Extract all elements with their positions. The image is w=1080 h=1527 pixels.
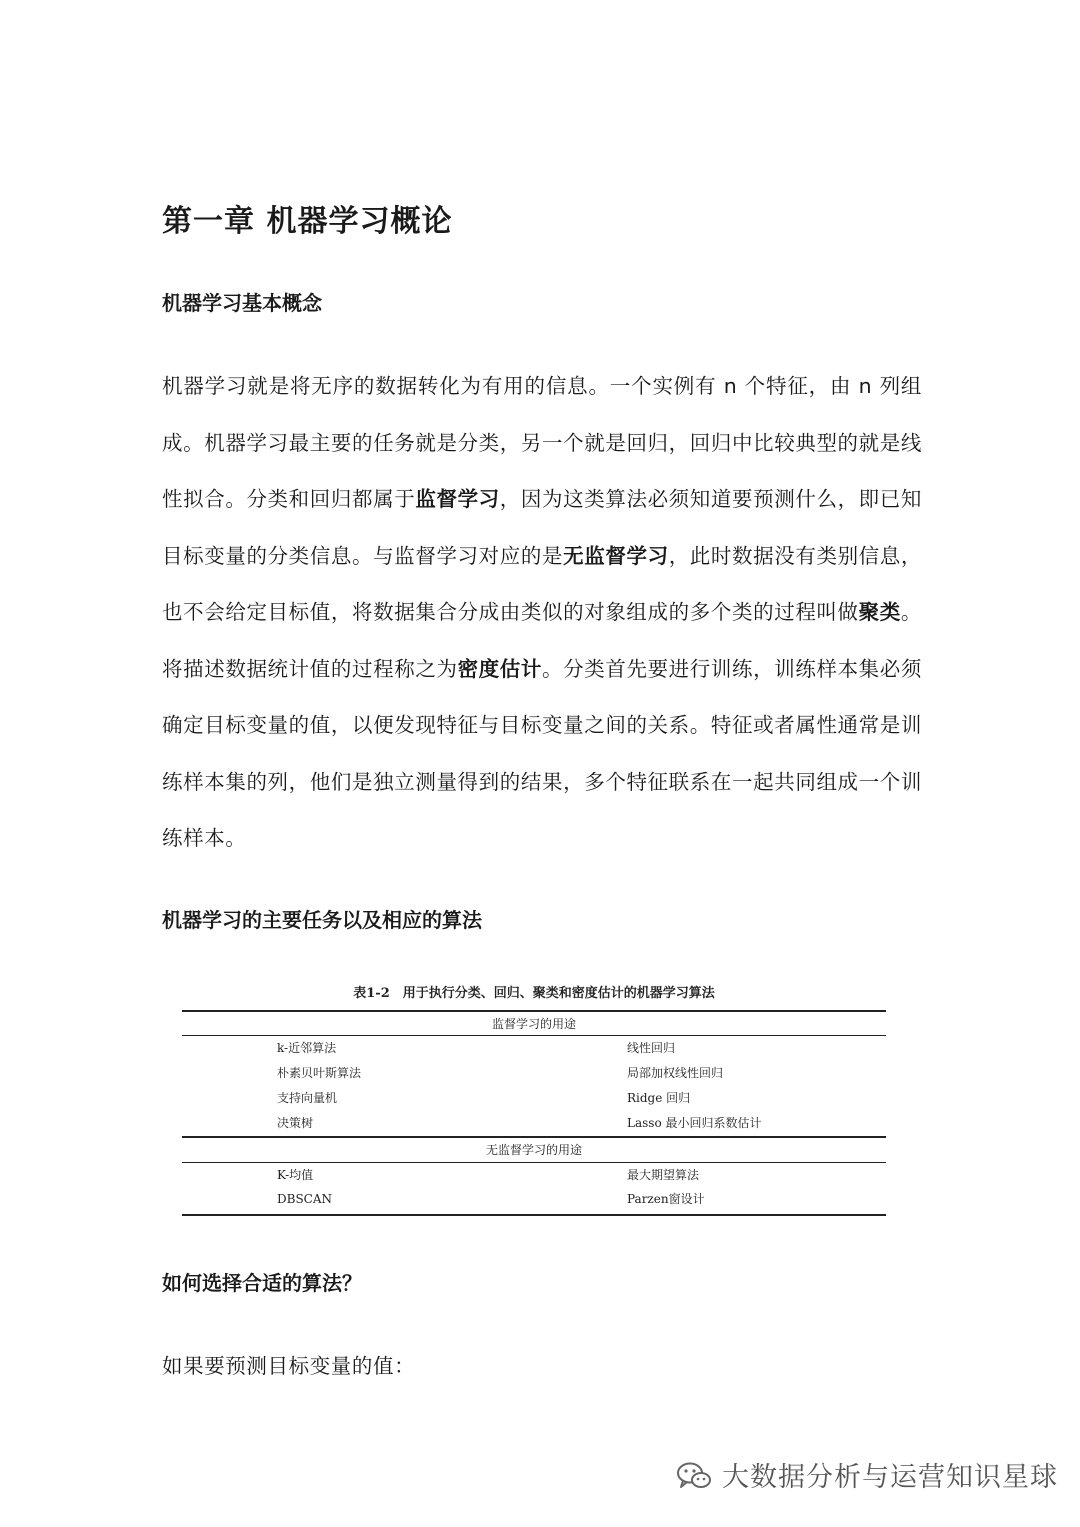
bold-term-supervised: 监督学习 [415,487,500,511]
table-cell: Ridge 回归 [627,1091,691,1105]
bold-term-clustering: 聚类 [858,600,901,624]
table-cell: DBSCAN [277,1192,333,1206]
table-cell: 支持向量机 [277,1091,338,1105]
text-run: 。将描述数据统计值的过程称之为 [162,600,922,681]
supervised-group-header: 监督学习的用途 [491,1017,576,1031]
table-cell: K-均值 [277,1168,314,1182]
text-run: ，此时数据没有类别信息，也不会给定目标值，将数据集合分成由类似的对象组成的多个类的过程叫做 [162,543,923,624]
bold-term-density-estimation: 密度估计 [457,656,543,681]
table-cell: 局部加权线性回归 [627,1066,724,1080]
table-cell: Parzen窗设计 [627,1192,705,1206]
table-header-rule [182,1035,886,1036]
text-run: 机器学习就是将无序的数据转化为有用的信息。一个实例有 n 个特征，由 n 列组成。机器学习最主要的任务就是分类，另一个就是回归，回归中比较典型的就是线性拟合。分类和回归都属于 [162,374,922,511]
table-caption: 表1-2 用于执行分类、回归、聚类和密度估计的机器学习算法 [353,986,715,1001]
table-cell: 朴素贝叶斯算法 [277,1066,362,1080]
body-paragraph [162,358,922,867]
wechat-icon [676,1461,712,1495]
table-mid-rule [182,1136,886,1138]
table-header-rule [182,1162,886,1163]
table-bottom-rule [182,1214,886,1216]
table-cell: 线性回归 [627,1041,676,1055]
text-run: 。分类首先要进行训练，训练样本集必须确定目标变量的值，以便发现特征与目标变量之间的关系。特征或者属性通常是训练样本集的列，他们是独立测量得到的结果，多个特征联系在一起共同组成一个训练样本。 [162,656,922,850]
chapter-title: 第一章 机器学习概论 [162,204,453,239]
unsupervised-group-header: 无监督学习的用途 [485,1143,582,1157]
text-run: ，因为这类算法必须知道要预测什么，即已知目标变量的分类信息。与监督学习对应的是 [162,487,923,568]
body-text-predict: 如果要预测目标变量的值： [162,1354,416,1378]
section-heading-main-tasks: 机器学习的主要任务以及相应的算法 [162,908,482,932]
section-heading-choose-algorithm: 如何选择合适的算法？ [162,1271,362,1295]
table-cell: 最大期望算法 [627,1168,700,1182]
table-top-rule [182,1010,886,1012]
bold-term-unsupervised: 无监督学习 [563,543,669,568]
table-cell: k-近邻算法 [277,1041,337,1055]
watermark [676,1458,1058,1498]
algorithm-table [182,984,886,1218]
watermark-text: 大数据分析与运营知识星球 [722,1462,1058,1493]
section-heading-basic-concepts: 机器学习基本概念 [162,291,322,315]
table-cell: 决策树 [277,1116,314,1130]
table-cell: Lasso 最小回归系数估计 [627,1116,762,1130]
